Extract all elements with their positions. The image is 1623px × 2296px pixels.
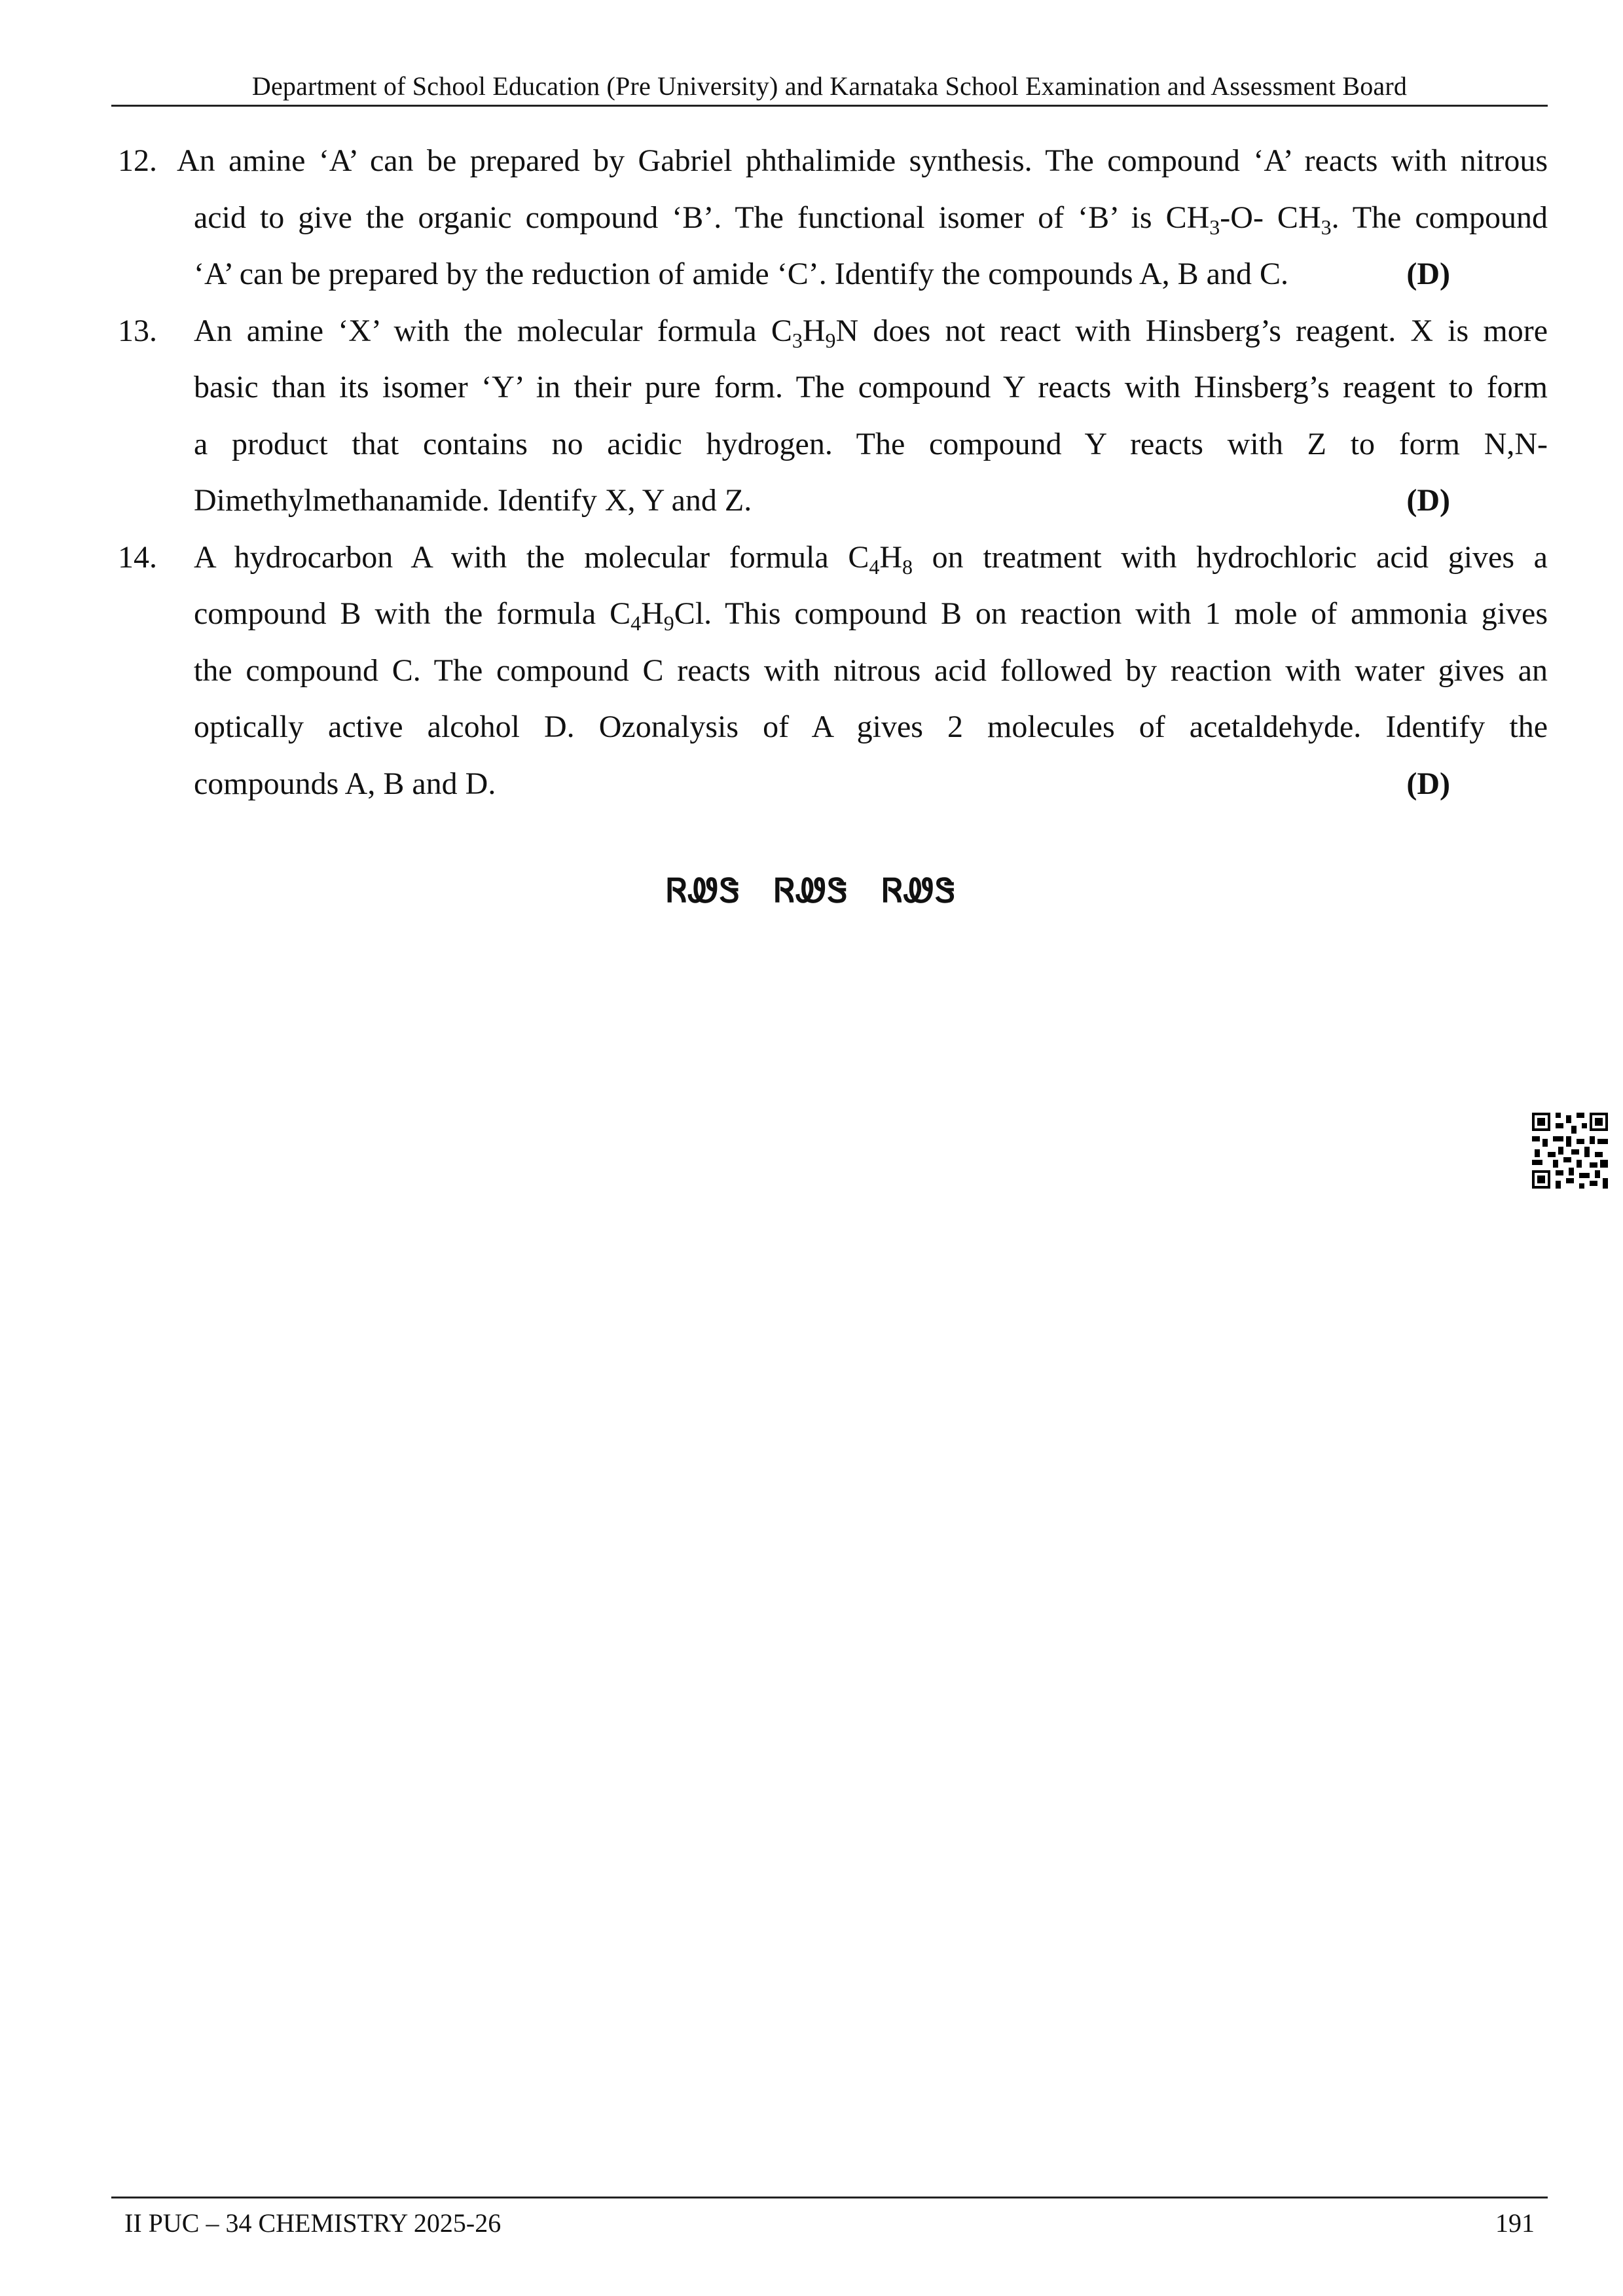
question-14 [111,529,1548,813]
header-title: Department of School Education (Pre University) and Karnataka School Examination and Assessment Board [251,71,1408,101]
question-13 [111,303,1548,529]
difficulty-mark: (D) [1406,482,1450,518]
question-line: compound B with the formula $C_4H_9Cl$. This compound B on reaction with 1 mole of ammonia gives [194,596,1548,635]
question-line: basic than its isomer ‘Y’ in their pure form. The compound Y reacts with Hinsberg’s reagent to form [194,370,1548,404]
page-footer [111,2197,1548,2244]
question-line: Dimethylmethanamide. Identify X, Y and Z. [194,483,752,518]
page-header [111,65,1548,107]
end-ornament: ᏒᏪᏕ ᏒᏪᏕ ᏒᏪᏕ [666,872,957,909]
question-12 [111,133,1548,303]
difficulty-mark: (D) [1406,257,1450,291]
question-line: acid to give the organic compound ‘B’. The functional isomer of ‘B’ is $CH_3-O-$ $CH_3$. The compound [194,200,1548,239]
question-number: 14. [118,539,157,575]
question-line: optically active alcohol D. Ozonalysis of A gives 2 molecules of acetaldehyde. Identify the [194,709,1548,744]
question-line: compounds A, B and D. [194,766,496,801]
question-number: 12. [118,143,157,178]
page-number: 191 [1495,2208,1535,2238]
question-line: ‘A’ can be prepared by the reduction of amide ‘C’. Identify the compounds A, B and C. [194,257,1288,291]
question-line: An amine ‘X’ with the molecular formula $C_3H_9N$ does not react with Hinsberg’s reagent. X is more [194,313,1548,352]
question-list [111,133,1548,812]
question-line: A hydrocarbon A with the molecular formula $C_4H_8$ on treatment with hydrochloric acid gives a [194,539,1548,579]
difficulty-mark: (D) [1406,766,1450,801]
question-line: a product that contains no acidic hydrogen. The compound Y reacts with Z to form N,N- [194,426,1548,461]
qr-code-icon [1532,1113,1608,1189]
footer-course: II PUC – 34 CHEMISTRY 2025-26 [124,2208,501,2238]
question-line: the compound C. The compound C reacts with nitrous acid followed by reaction with water gives an [194,653,1548,688]
question-line: An amine ‘A’ can be prepared by Gabriel phthalimide synthesis. The compound ‘A’ reacts with nitrous [177,143,1548,178]
question-number: 13. [118,313,157,348]
